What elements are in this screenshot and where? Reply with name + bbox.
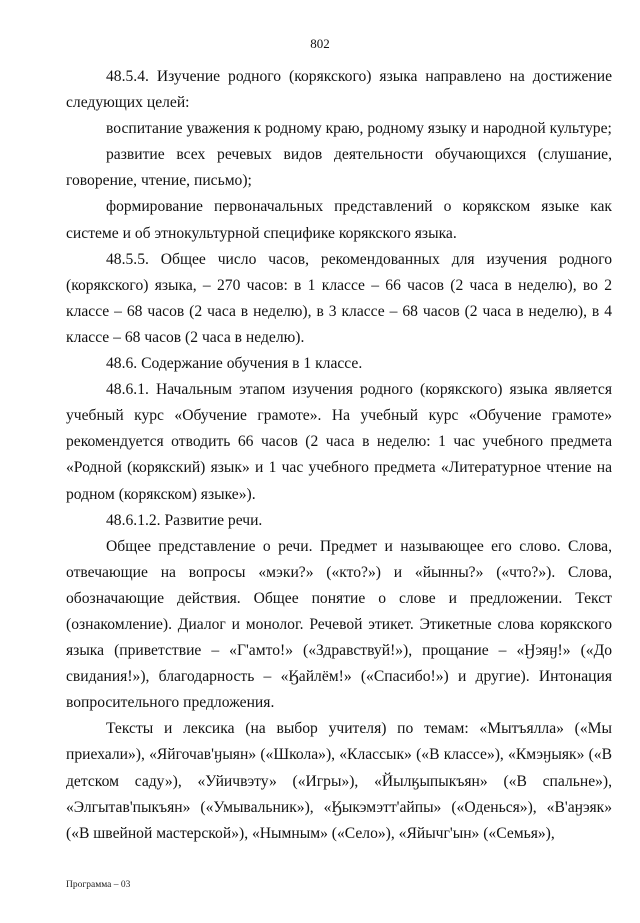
paragraph-speech-heading: 48.6.1.2. Развитие речи. [106, 511, 263, 529]
paragraph-texts-topics: Тексты и лексика (на выбор учителя) по темам: «Мытъялла» («Мы приехали»), «Яйгочав'ӈыян» («Школа»), «Классык» («В классе»), «Кмэӈыяк» («В детском саду»), «Уйичвэту» («Игры»), «Йылӄыпыкъян» («В спальне»), «Элгытав'пыкъян» («Умывальник»), «Ӄыкэмэтт'айпы» («Оденься»), «В'аӈэяк» («В швейной мастерской»), «Нымным» («Село»), «Яйычг'ын» («Семья»), [66, 720, 612, 842]
page-number: 802 [310, 36, 330, 51]
paragraph-hours: 48.5.5. Общее число часов, рекомендованных для изучения родного (корякского) языка, – 270 часов: в 1 классе – 66 часов (2 часа в неделю), во 2 классе – 68 часов (2 часа в неделю), в 3 классе – 68 часов (2 часа в неделю), в 4 классе – 68 часов (2 часа в неделю). [66, 250, 612, 346]
paragraph-speech-overview: Общее представление о речи. Предмет и называющее его слово. Слова, отвечающие на вопросы «мэки?» («кто?») и «йынны?» («что?»). Слова, обозначающие действия. Общее понятие о слове и предложении. Текст (ознакомление). Диалог и монолог. Речевой этикет. Этикетные слова корякского языка (приветствие – «Г'амто!» («Здравствуй!»), прощание – «Ӈэяӈ!» («До свидания!»), благодарность – «Ӄайлём!» («Спасибо!») и другие). Интонация вопросительного предложения. [66, 537, 612, 712]
paragraph-goal-speech: развитие всех речевых видов деятельности обучающихся (слушание, говорение, чтение, письмо); [66, 146, 612, 190]
paragraph-goals-intro: 48.5.4. Изучение родного (корякского) языка направлено на достижение следующих целей: [66, 68, 612, 112]
paragraph-literacy-course: 48.6.1. Начальным этапом изучения родного (корякского) языка является учебный курс «Обучение грамоте». На учебный курс «Обучение грамоте» рекомендуется отводить 66 часов (2 часа в неделю: 1 час учебного предмета «Родной (корякский) язык» и 1 час учебного предмета «Литературное чтение на родном (корякском) языке»). [66, 381, 612, 503]
document-body [66, 64, 612, 847]
footer-label: Программа – 03 [66, 880, 131, 890]
paragraph-content-heading: 48.6. Содержание обучения в 1 классе. [106, 355, 363, 373]
paragraph-goal-respect: воспитание уважения к родному краю, родному языку и народной культуре; [106, 120, 612, 138]
paragraph-goal-ideas: формирование первоначальных представлений о корякском языке как системе и об этнокультурной специфике корякского языка. [66, 198, 612, 242]
